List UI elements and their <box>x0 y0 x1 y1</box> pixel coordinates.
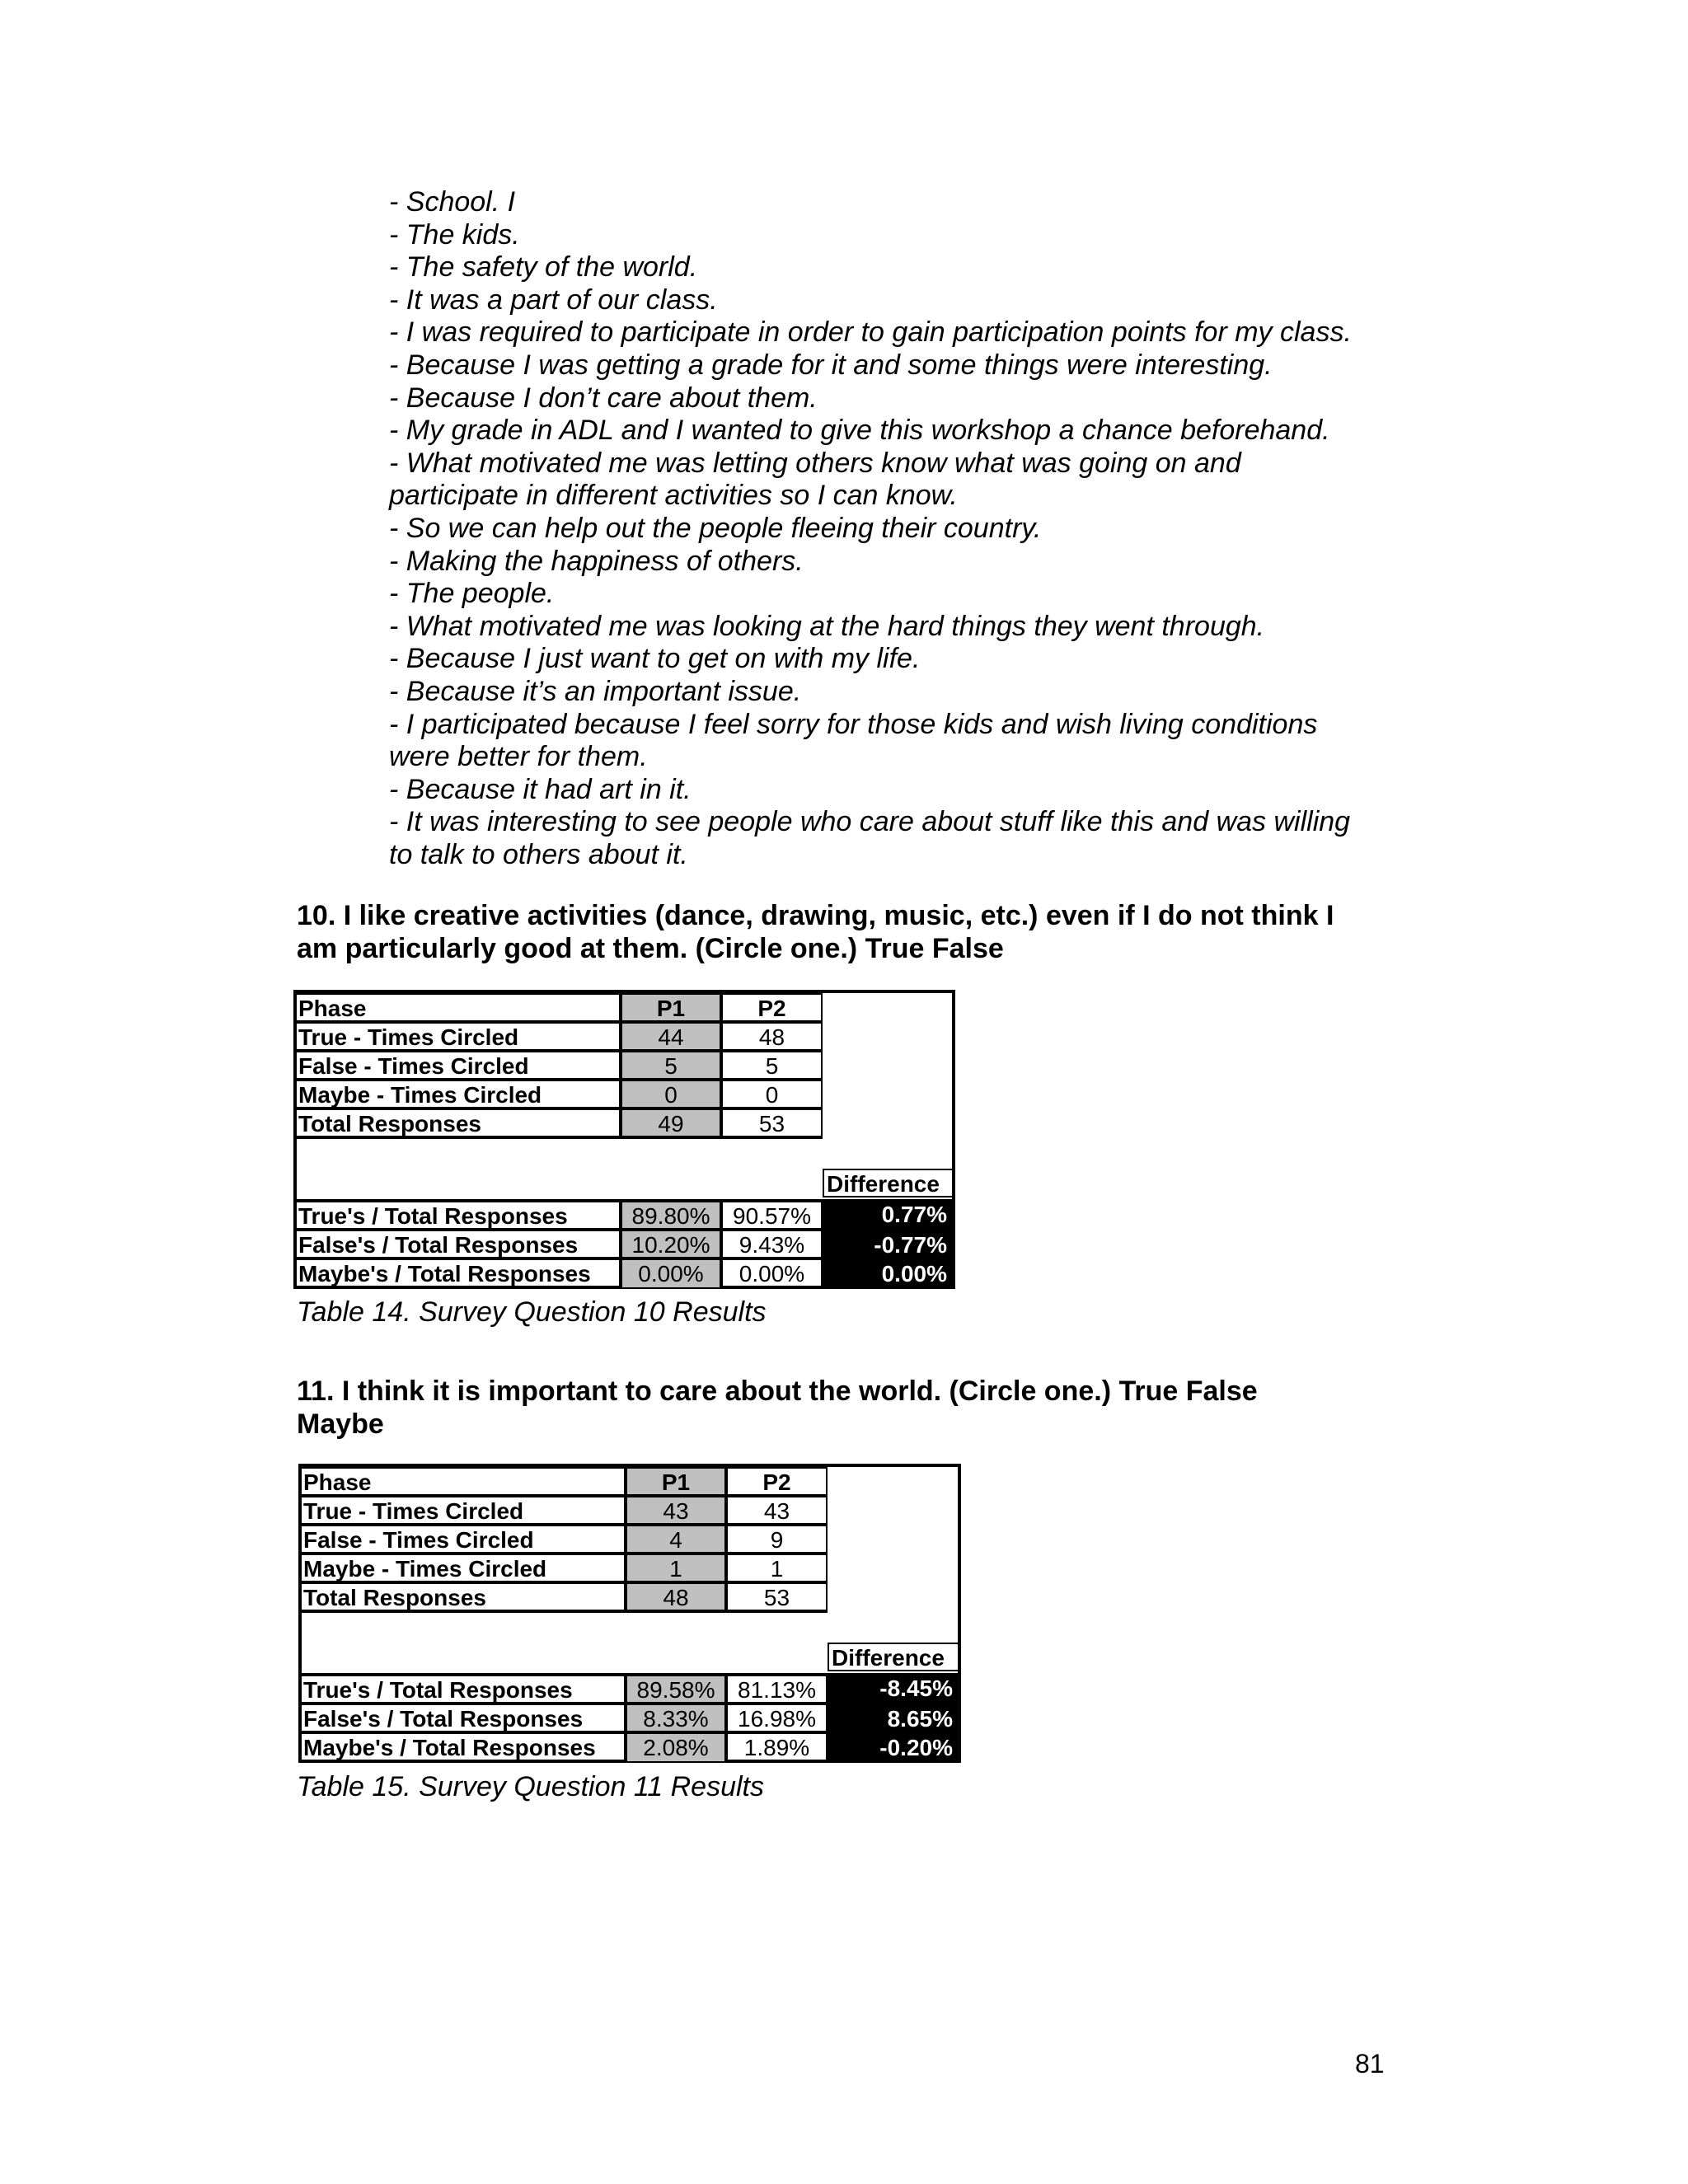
count-p1: 48 <box>626 1582 726 1613</box>
p2-header: P2 <box>721 993 823 1022</box>
response-line: - My grade in ADL and I wanted to give this workshop a chance beforehand. <box>389 415 1330 447</box>
response-line: - Because it’s an important issue. <box>389 675 802 707</box>
response-line: - The safety of the world. <box>389 251 698 284</box>
response-line: were better for them. <box>389 741 648 773</box>
ratio-p1: 10.20% <box>621 1230 721 1258</box>
response-line: - It was interesting to see people who care about stuff like this and was willing <box>389 806 1351 838</box>
ratio-p2: 9.43% <box>721 1230 823 1258</box>
ratio-difference: 0.77% <box>823 1199 952 1230</box>
ratio-difference: 0.00% <box>823 1258 952 1287</box>
ratio-p2: 1.89% <box>726 1732 828 1761</box>
count-row-label: False - Times Circled <box>302 1525 626 1554</box>
response-line: - Making the happiness of others. <box>389 545 804 577</box>
count-p2: 48 <box>721 1022 823 1051</box>
p2-header: P2 <box>726 1467 828 1496</box>
response-line: - So we can help out the people fleeing their country. <box>389 512 1042 544</box>
difference-header: Difference <box>828 1643 958 1671</box>
response-line: - Because I just want to get on with my life. <box>389 643 921 675</box>
question-line: 10. I like creative activities (dance, drawing, music, etc.) even if I do not think I <box>297 900 1334 931</box>
ratio-p1: 89.80% <box>621 1199 721 1230</box>
response-line: participate in different activities so I can know. <box>389 480 958 512</box>
count-p1: 49 <box>621 1108 721 1139</box>
count-p2: 43 <box>726 1496 828 1525</box>
ratio-row-label: Maybe's / Total Responses <box>302 1732 626 1761</box>
ratio-p2: 81.13% <box>726 1673 828 1704</box>
response-line: - Because it had art in it. <box>389 773 692 805</box>
ratio-p1: 2.08% <box>626 1732 726 1761</box>
ratio-p1: 8.33% <box>626 1704 726 1732</box>
response-line: - Because I was getting a grade for it and some things were interesting. <box>389 349 1273 381</box>
phase-header: Phase <box>302 1467 626 1496</box>
response-line: - What motivated me was looking at the hard things they went through. <box>389 610 1265 642</box>
ratio-row-label: False's / Total Responses <box>302 1704 626 1732</box>
count-p1: 4 <box>626 1525 726 1554</box>
response-line: - School. I <box>389 186 516 218</box>
count-p2: 9 <box>726 1525 828 1554</box>
ratio-difference: -0.20% <box>828 1732 958 1761</box>
question-line: Maybe <box>297 1408 384 1440</box>
count-row-label: Total Responses <box>302 1582 626 1613</box>
response-line: - What motivated me was letting others know what was going on and <box>389 447 1241 479</box>
ratio-p2: 0.00% <box>721 1258 823 1287</box>
table-15-caption: Table 15. Survey Question 11 Results <box>297 1771 764 1802</box>
count-p2: 53 <box>726 1582 828 1613</box>
question-10-heading <box>297 899 1401 965</box>
count-row-label: False - Times Circled <box>297 1051 621 1080</box>
ratio-row-label: True's / Total Responses <box>302 1673 626 1704</box>
response-line: - I was required to participate in order to gain participation points for my class. <box>389 316 1352 349</box>
page-number: 81 <box>1355 2049 1385 2079</box>
count-row-label: Maybe - Times Circled <box>297 1080 621 1108</box>
count-p2: 53 <box>721 1108 823 1139</box>
count-p1: 0 <box>621 1080 721 1108</box>
ratio-p1: 89.58% <box>626 1673 726 1704</box>
response-line: - It was a part of our class. <box>389 284 718 316</box>
ratio-p2: 90.57% <box>721 1199 823 1230</box>
count-p1: 5 <box>621 1051 721 1080</box>
ratio-p1: 0.00% <box>621 1258 721 1287</box>
count-p1: 44 <box>621 1022 721 1051</box>
ratio-difference: -8.45% <box>828 1673 958 1704</box>
ratio-difference: -0.77% <box>823 1230 952 1258</box>
p1-header: P1 <box>626 1467 726 1496</box>
response-line: - Because I don’t care about them. <box>389 382 818 414</box>
ratio-row-label: False's / Total Responses <box>297 1230 621 1258</box>
question-line: 11. I think it is important to care about the world. (Circle one.) True False <box>297 1376 1258 1407</box>
table-14-caption: Table 14. Survey Question 10 Results <box>297 1296 767 1328</box>
count-row-label: Maybe - Times Circled <box>302 1554 626 1582</box>
count-p2: 1 <box>726 1554 828 1582</box>
phase-header: Phase <box>297 993 621 1022</box>
response-list <box>389 186 1411 871</box>
ratio-row-label: True's / Total Responses <box>297 1199 621 1230</box>
count-row-label: True - Times Circled <box>297 1022 621 1051</box>
count-p2: 5 <box>721 1051 823 1080</box>
p1-header: P1 <box>621 993 721 1022</box>
question-11-heading <box>297 1375 1401 1441</box>
difference-header: Difference <box>823 1169 952 1197</box>
ratio-p2: 16.98% <box>726 1704 828 1732</box>
response-line: to talk to others about it. <box>389 838 688 870</box>
count-p1: 43 <box>626 1496 726 1525</box>
ratio-difference: 8.65% <box>828 1704 958 1732</box>
ratio-row-label: Maybe's / Total Responses <box>297 1258 621 1287</box>
response-line: - The kids. <box>389 218 520 251</box>
count-row-label: Total Responses <box>297 1108 621 1139</box>
count-p2: 0 <box>721 1080 823 1108</box>
question-line: am particularly good at them. (Circle one.) True False <box>297 933 1004 964</box>
results-table-15 <box>298 1464 961 1763</box>
count-p1: 1 <box>626 1554 726 1582</box>
count-row-label: True - Times Circled <box>302 1496 626 1525</box>
response-line: - The people. <box>389 578 555 610</box>
results-table-14 <box>293 990 955 1289</box>
response-line: - I participated because I feel sorry for those kids and wish living conditions <box>389 708 1318 740</box>
